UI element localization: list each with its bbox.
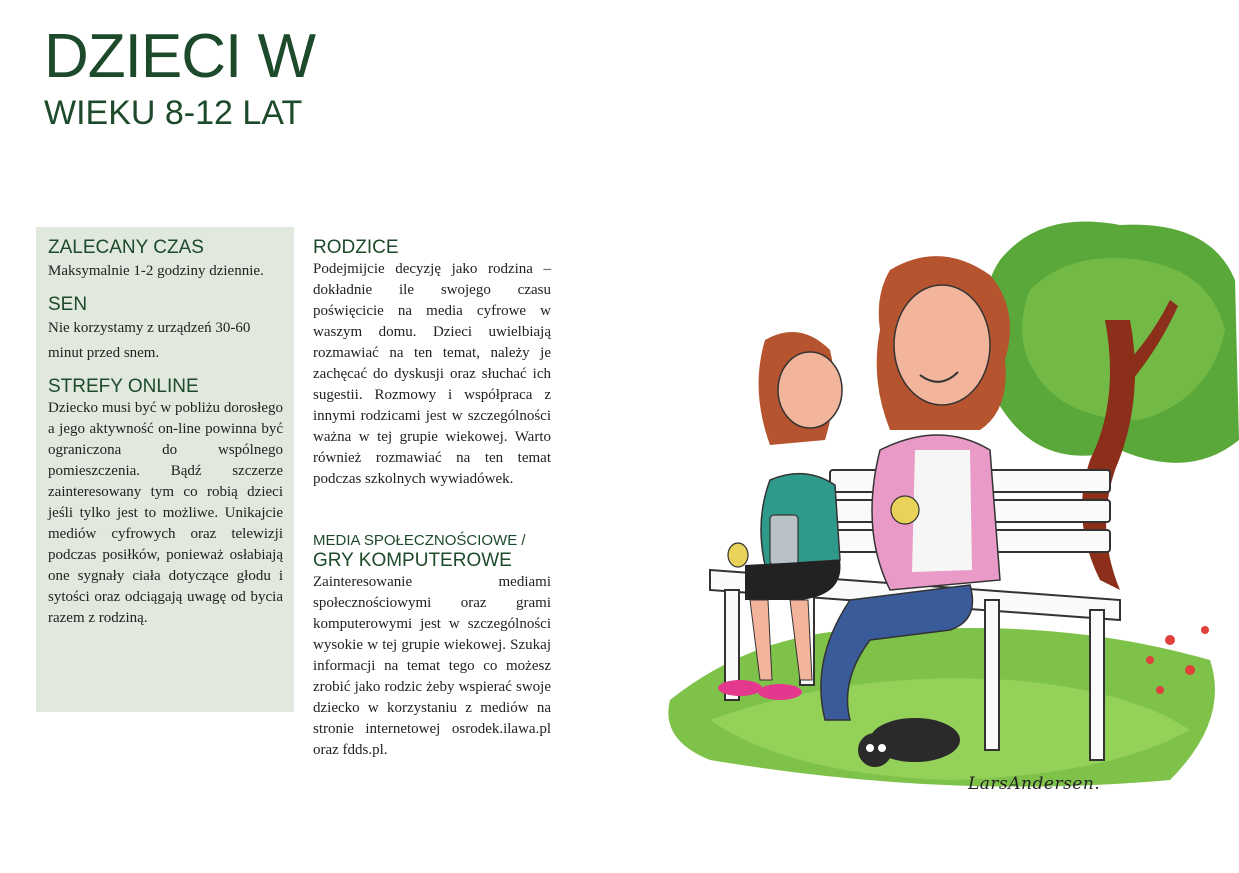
section-body: Podejmijcie decyzję jako rodzina – dokładnie ile swojego czasu poświęcicie na media cyfrowe w waszym domu. Dzieci uwielbiają rozmawiać na ten temat, należy je zachęcać do dyskusji oraz słuchać ich sugestii. Rozmowy i współpraca z innymi rodzicami jest w szczególności ważna w tej grupie wiekowej. Warto również rozmawiać na ten temat podczas szkolnych wywiadówek. [313, 261, 551, 487]
section-heading: ZALECANY CZAS [48, 237, 204, 258]
section-social-media [313, 532, 551, 761]
page-title: DZIECI W [44, 22, 315, 91]
section-recommended-time [48, 237, 283, 284]
illustrator-signature: LarsAndersen. [968, 774, 1101, 794]
section-heading: GRY KOMPUTEROWE [313, 550, 512, 571]
section-heading: RODZICE [313, 237, 399, 258]
section-body: Nie korzystamy z urządzeń 30-60 minut przed snem. [48, 320, 251, 361]
section-parents [313, 237, 551, 490]
bench-illustration [650, 200, 1239, 810]
section-heading-small: MEDIA SPOŁECZNOŚCIOWE / [313, 532, 526, 549]
section-body: Maksymalnie 1-2 godziny dziennie. [48, 263, 264, 279]
main-column [313, 237, 551, 761]
section-body: Zainteresowanie mediami społecznościowymi oraz grami komputerowymi jest w szczególności wysokie w tej grupie wiekowej. Szukaj informacji na temat tego co możesz zrobić jako rodzic żeby wspierać swoje dziecko w korzystaniu z mediów na stronie internetowej osrodek.ilawa.pl oraz fdds.pl. [313, 574, 551, 758]
page-subtitle: WIEKU 8-12 LAT [44, 94, 303, 132]
sidebar-box [36, 227, 294, 712]
section-heading: SEN [48, 294, 88, 315]
section-heading: STREFY ONLINE [48, 376, 199, 397]
section-online-zones [48, 376, 283, 629]
section-sleep [48, 294, 283, 366]
section-body: Dziecko musi być w pobliżu dorosłego a jego aktywność on-line powinna być ograniczona do wspólnego pomieszczenia. Bądź szczerze zainteresowany tym co robią dzieci jeśli tylko jest to możliwe. Unikajcie mediów cyfrowych oraz telewizji podczas posiłków, ponieważ osłabiają one sygnały ciała dotyczące głodu i sytości oraz odciągają uwagę od bycia razem z rodziną. [48, 400, 283, 626]
